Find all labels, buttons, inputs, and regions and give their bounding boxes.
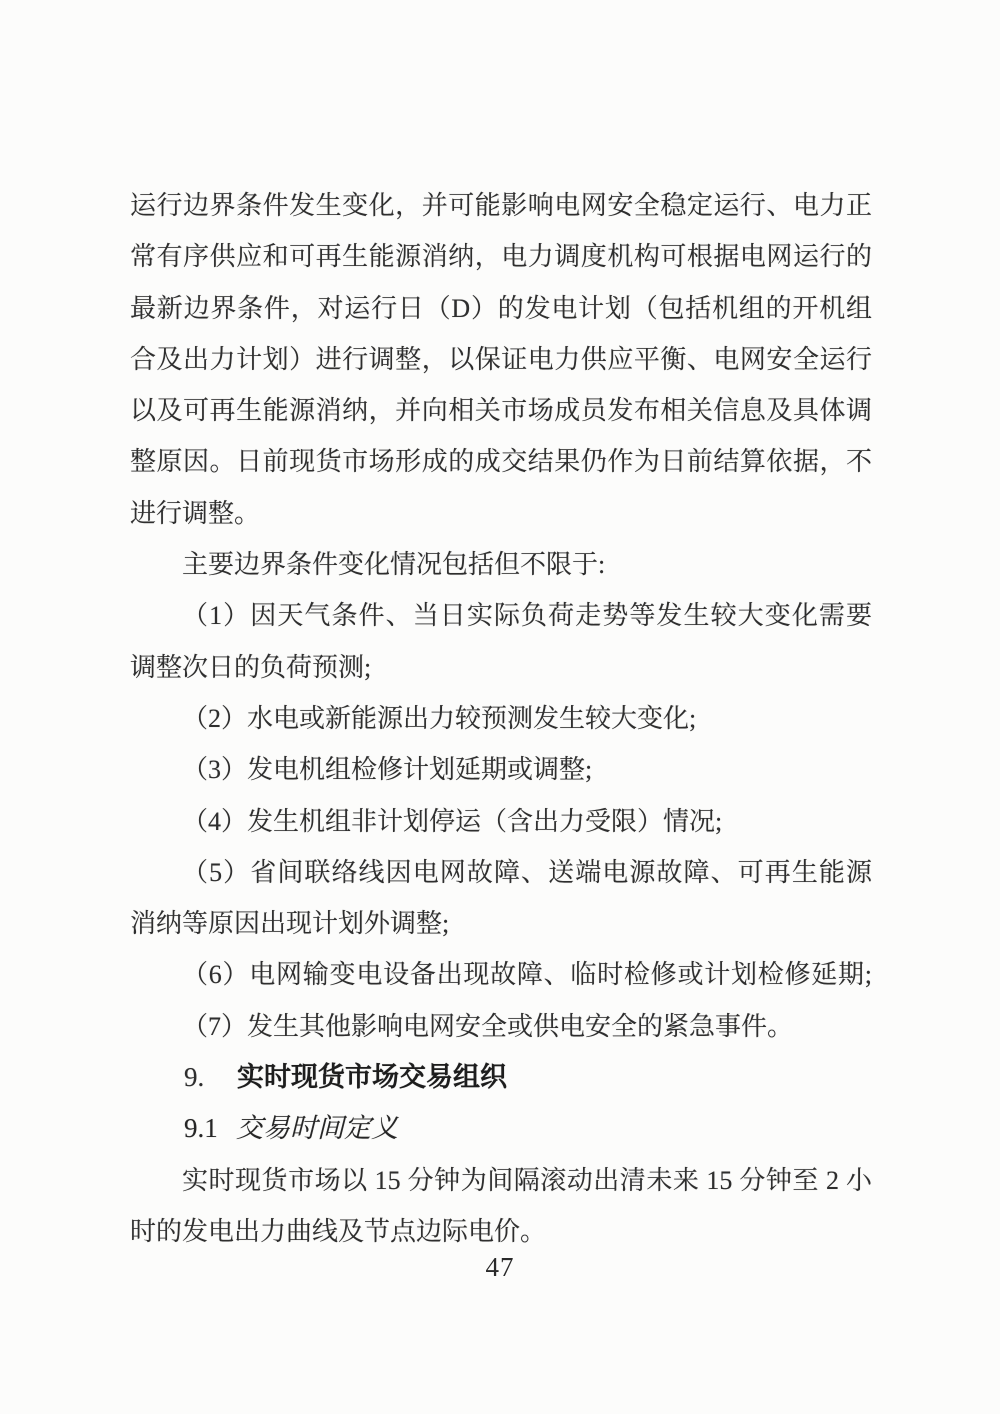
text-line: 时的发电出力曲线及节点边际电价。 — [130, 1216, 547, 1246]
text-line: 进行调整。 — [130, 498, 261, 528]
heading-number: 9. — [184, 1062, 205, 1093]
text-line: （7）发生其他影响电网安全或供电安全的紧急事件。 — [182, 1011, 794, 1041]
heading-text: 交易时间定义 — [236, 1113, 398, 1144]
heading-text: 实时现货市场交易组织 — [237, 1062, 507, 1094]
page-number: 47 — [485, 1252, 515, 1282]
text-line: （4）发生机组非计划停运（含出力受限）情况; — [182, 806, 723, 836]
text-line: （5）省间联络线因电网故障、送端电源故障、可再生能源 — [182, 857, 872, 887]
text-line: 调整次日的负荷预测; — [130, 652, 372, 682]
text-line: 整原因。日前现货市场形成的成交结果仍作为日前结算依据，不 — [130, 447, 872, 477]
text-line: 消纳等原因出现计划外调整; — [130, 909, 450, 939]
text-line: 实时现货市场以 15 分钟为间隔滚动出清未来 15 分钟至 2 小 — [182, 1165, 872, 1195]
text-line: 最新边界条件，对运行日（D）的发电计划（包括机组的开机组 — [130, 293, 872, 323]
subsection-heading — [130, 1103, 872, 1154]
heading-number: 9.1 — [184, 1113, 218, 1144]
text-line: （6）电网输变电设备出现故障、临时检修或计划检修延期; — [182, 960, 872, 990]
text-line: 以及可再生能源消纳，并向相关市场成员发布相关信息及具体调 — [130, 396, 872, 426]
text-line: 主要边界条件变化情况包括但不限于: — [182, 550, 606, 580]
text-line: 合及出力计划）进行调整，以保证电力供应平衡、电网安全运行 — [130, 344, 872, 374]
section-heading — [130, 1052, 872, 1103]
text-line: 常有序供应和可再生能源消纳，电力调度机构可根据电网运行的 — [130, 242, 872, 272]
text-line: （3）发电机组检修计划延期或调整; — [182, 755, 593, 785]
text-line: （1）因天气条件、当日实际负荷走势等发生较大变化需要 — [182, 601, 872, 631]
text-line: （2）水电或新能源出力较预测发生较大变化; — [182, 703, 697, 733]
document-body — [130, 180, 872, 1257]
text-line: 运行边界条件发生变化，并可能影响电网安全稳定运行、电力正 — [130, 191, 872, 220]
